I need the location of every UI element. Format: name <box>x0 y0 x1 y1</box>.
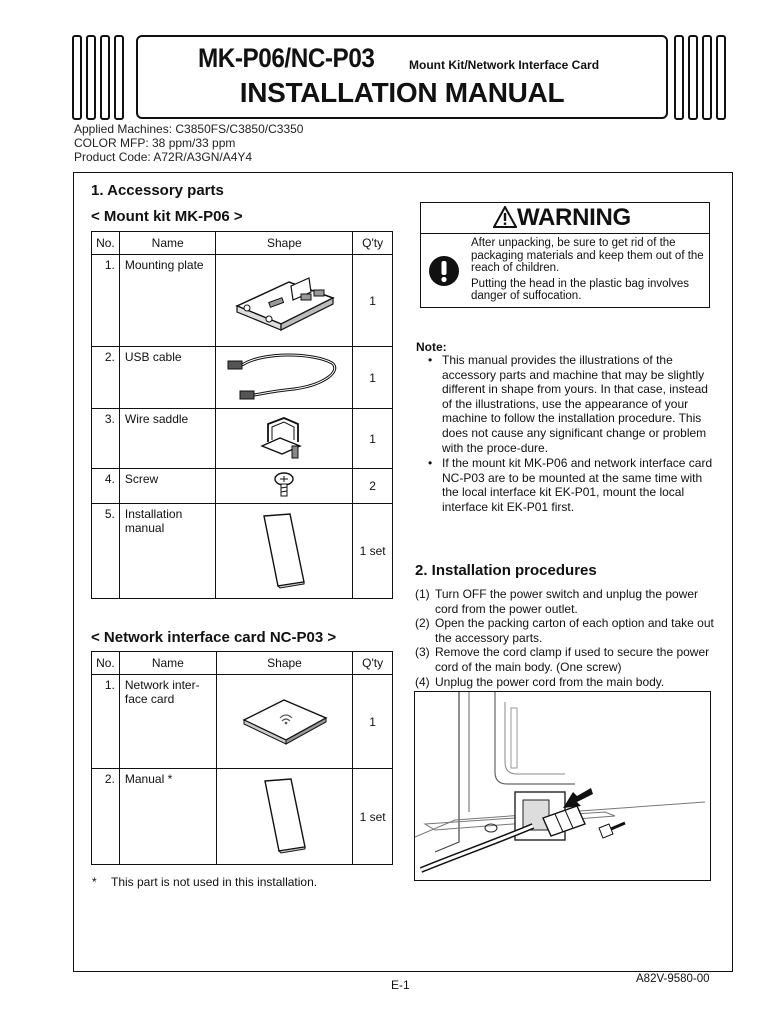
mount-kit-heading: < Mount kit MK-P06 > <box>91 208 243 225</box>
note-title: Note: <box>416 340 447 354</box>
row-no: 1. <box>92 675 120 769</box>
wire-saddle-icon <box>254 412 314 462</box>
shape-cell <box>216 255 353 347</box>
warning-triangle-icon <box>493 206 517 228</box>
step-text: Open the packing carton of each option and take out the accessory parts. <box>435 616 714 645</box>
header-bar <box>674 35 684 120</box>
row-name: USB cable <box>119 347 216 409</box>
list-item <box>415 616 715 645</box>
procedure-list <box>415 587 715 689</box>
page-number: E-1 <box>391 978 410 992</box>
document-type: INSTALLATION MANUAL <box>239 77 565 108</box>
list-item <box>415 675 715 690</box>
col-shape: Shape <box>216 232 353 255</box>
row-no: 4. <box>92 469 120 504</box>
document-subtitle: Mount Kit/Network Interface Card <box>409 58 600 72</box>
step-text: Remove the cord clamp if used to secure the power cord of the main body. (One screw) <box>435 645 710 674</box>
step-number: (1) <box>415 587 430 601</box>
warning-text <box>471 237 706 306</box>
table-row <box>92 675 393 769</box>
row-no: 1. <box>92 255 120 347</box>
table-row <box>92 504 393 599</box>
list-item: • If the mount kit MK-P06 and network interface card NC-P03 are to be mounted at the same time with the local interface kit EK-P01, mount the local interface kit EK-P01 first. <box>428 456 718 514</box>
step-number: (3) <box>415 645 430 660</box>
document-number: A82V-9580-00 <box>636 973 710 985</box>
list-item: • This manual provides the illustrations of the accessory parts and machine that may be slightly different in shape from yours. In that case, instead of the illustrations, use the appearance of your machine to follow the installation procedure. This does not cause any significant change or problem with the proce-dure. <box>428 353 718 455</box>
row-name: Wire saddle <box>119 409 216 469</box>
mounting-plate-icon <box>229 264 339 334</box>
col-no: No. <box>92 232 120 255</box>
col-shape: Shape <box>216 652 352 675</box>
warning-title: WARNING <box>517 204 631 231</box>
manual-booklet-icon <box>255 775 315 855</box>
col-qty: Q'ty <box>353 232 393 255</box>
row-qty: 1 <box>353 675 393 769</box>
row-no: 3. <box>92 409 120 469</box>
title-box <box>136 35 668 119</box>
list-item <box>415 645 715 674</box>
col-name: Name <box>119 232 216 255</box>
col-qty: Q'ty <box>353 652 393 675</box>
header-bars-left <box>72 35 124 120</box>
step-text: Turn OFF the power switch and unplug the power cord from the power outlet. <box>435 587 699 616</box>
power-cord-unplug-illustration <box>415 692 711 881</box>
row-qty: 1 <box>353 409 393 469</box>
row-qty: 1 <box>353 347 393 409</box>
table-row <box>92 769 393 865</box>
network-card-table <box>91 651 393 865</box>
footnote-mark: * <box>92 875 97 889</box>
row-qty: 1 <box>353 255 393 347</box>
note-list <box>428 353 718 516</box>
warning-header <box>421 203 709 234</box>
usb-cable-icon <box>224 351 344 401</box>
header-bar <box>114 35 124 120</box>
row-qty: 1 set <box>353 769 393 865</box>
product-code: Product Code: A72R/A3GN/A4Y4 <box>74 150 253 164</box>
document-title: MK-P06/NC-P03 <box>198 43 375 73</box>
network-card-icon <box>240 690 330 750</box>
table-row <box>92 255 393 347</box>
header-bar <box>100 35 110 120</box>
shape-cell <box>216 409 353 469</box>
step-number: (2) <box>415 616 430 631</box>
footnote <box>92 875 317 889</box>
manual-booklet-icon <box>254 510 314 590</box>
shape-cell <box>216 347 353 409</box>
mount-kit-table <box>91 231 393 599</box>
row-qty: 1 set <box>353 504 393 599</box>
table-row <box>92 347 393 409</box>
header-bars-right <box>674 35 726 120</box>
warning-box <box>420 202 710 308</box>
table-header-row <box>92 652 393 675</box>
shape-cell <box>216 769 352 865</box>
footnote-text: This part is not used in this installation. <box>111 875 318 889</box>
header-bar <box>702 35 712 120</box>
section-accessory-parts-heading: 1. Accessory parts <box>91 182 224 199</box>
row-name-text: Network inter-face card <box>124 678 200 706</box>
color-mfp-speed: COLOR MFP: 38 ppm/33 ppm <box>74 136 236 150</box>
table-row <box>92 409 393 469</box>
table-row <box>92 469 393 504</box>
machine-info <box>74 122 303 164</box>
header-bar <box>72 35 82 120</box>
row-qty: 2 <box>353 469 393 504</box>
exclamation-circle-icon <box>428 255 460 287</box>
list-item <box>415 587 715 616</box>
applied-machines: Applied Machines: C3850FS/C3850/C3350 <box>74 122 304 136</box>
title-line-1 <box>198 43 600 74</box>
row-no: 2. <box>92 769 120 865</box>
shape-cell <box>216 469 353 504</box>
row-no: 5. <box>92 504 120 599</box>
row-no: 2. <box>92 347 120 409</box>
row-name: Manual * <box>119 769 216 865</box>
table-header-row <box>92 232 393 255</box>
header-bar <box>688 35 698 120</box>
step-number: (4) <box>415 674 430 689</box>
step-text: Unplug the power cord from the main body. <box>435 674 665 689</box>
header-bar <box>716 35 726 120</box>
warning-line: Putting the head in the plastic bag involves danger of suffocation. <box>471 277 690 302</box>
row-name: Installation manual <box>119 504 216 599</box>
row-name: Mounting plate <box>119 255 216 347</box>
row-name <box>119 675 216 769</box>
shape-cell <box>216 675 352 769</box>
network-card-heading: < Network interface card NC-P03 > <box>91 629 337 646</box>
unplug-illustration <box>414 691 711 881</box>
row-name: Screw <box>119 469 216 504</box>
shape-cell <box>216 504 353 599</box>
screw-icon <box>272 471 296 499</box>
col-name: Name <box>119 652 216 675</box>
warning-line: After unpacking, be sure to get rid of the packaging materials and keep them out of the reach of children. <box>471 237 704 274</box>
header-bar <box>86 35 96 120</box>
section-installation-heading: 2. Installation procedures <box>415 562 597 579</box>
col-no: No. <box>92 652 120 675</box>
